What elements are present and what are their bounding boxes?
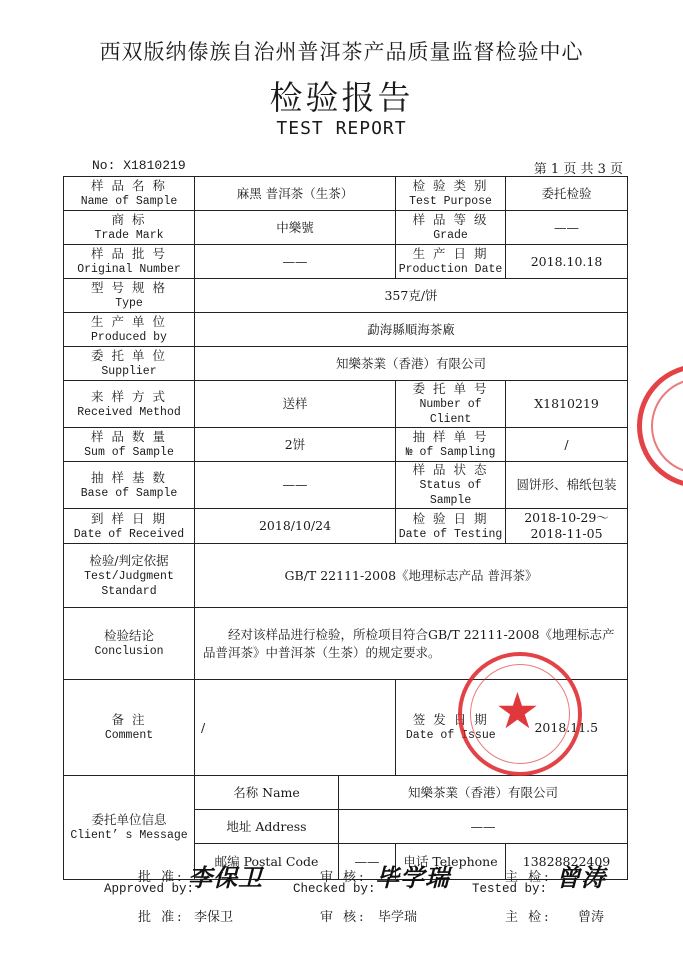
label-production-date: 生 产 日 期 Production Date [396,245,506,279]
row-base-of-sample [64,462,628,509]
page-indicator: 第 1 页 共 3 页 [533,162,623,177]
edge-seal-inner-ring [651,378,683,474]
report-subtitle: TEST REPORT [276,118,407,139]
label-client-address: 地址 Address [195,810,339,844]
label-sampling-no: 抽 样 单 号 № of Sampling [396,428,506,462]
row-original-number [64,245,628,279]
value-client-address: —— [339,810,628,844]
checked-signature: 毕学瑞 [375,863,450,892]
row-sample-name [64,177,628,211]
label-sum-of-sample: 样 品 数 量 Sum of Sample [64,428,195,462]
value-client-name: 知樂茶業（香港）有限公司 [339,776,628,810]
label-telephone: 电话 Telephone [396,844,506,880]
label-issue-date: 签 发 日 期 Date of Issue [396,680,506,776]
value-comment: / [195,680,396,776]
label-test-purpose: 检 验 类 别 Test Purpose [396,177,506,211]
label-postal-code: 邮编 Postal Code [195,844,339,880]
official-seal-icon [458,652,582,776]
row-sum-of-sample [64,428,628,462]
label-client-number: 委 托 单 号 Number of Client [396,381,506,428]
checked-label: 审 核: [320,870,367,885]
report-table [63,176,628,880]
label-type: 型 号 规 格 Type [64,279,195,313]
checked-name: 毕学瑞 [378,910,418,925]
label-date-testing: 检 验 日 期 Date of Testing [396,509,506,544]
tested-signature: 曾涛 [556,863,606,892]
value-grade: —— [506,211,628,245]
label-standard: 检验/判定依据 Test/Judgment Standard [64,544,195,608]
label-client-message: 委托单位信息 Client’ s Message [64,776,195,880]
label-sample-name: 样 品 名 称 Name of Sample [64,177,195,211]
label-supplier: 委 托 单 位 Supplier [64,347,195,381]
organization-name: 西双版纳傣族自治州普洱茶产品质量监督检验中心 [99,40,584,64]
value-telephone: 13828822409 [506,844,628,880]
value-sampling-no: / [506,428,628,462]
approved-label-en: Approved by: [104,882,195,896]
tested-label-en: Tested by: [472,882,548,896]
label-comment: 备 注 Comment [64,680,195,776]
row-received-method [64,381,628,428]
tested-name: 曾涛 [578,910,605,925]
row-standard [64,544,628,608]
value-type: 357克/饼 [195,279,628,313]
value-supplier: 知樂茶業（香港）有限公司 [195,347,628,381]
edge-seal-icon [637,364,683,488]
label-received-method: 来 样 方 式 Received Method [64,381,195,428]
label-trade-mark: 商 标 Trade Mark [64,211,195,245]
value-sum-of-sample: 2饼 [195,428,396,462]
tested-label-2: 主 检: [505,910,552,925]
report-title: 检验报告 [269,78,414,117]
value-sample-name: 麻黑 普洱茶（生茶） [195,177,396,211]
label-date-received: 到 样 日 期 Date of Received [64,509,195,544]
checked-label-en: Checked by: [293,882,376,896]
approved-label: 批 准: [138,870,185,885]
value-conclusion: 经对该样品进行检验，所检项目符合GB/T 22111-2008《地理标志产品普洱茶》中普洱茶（生茶）的规定要求。 [195,608,628,680]
value-received-method: 送样 [195,381,396,428]
row-supplier [64,347,628,381]
row-produced-by [64,313,628,347]
label-status: 样 品 状 态 Status of Sample [396,462,506,509]
value-base-of-sample: —— [195,462,396,509]
seal-star-icon: ★ [495,682,540,740]
value-date-received: 2018/10/24 [195,509,396,544]
label-conclusion: 检验结论 Conclusion [64,608,195,680]
report-number: No: X1810219 [92,158,186,173]
value-standard: GB/T 22111-2008《地理标志产品 普洱茶》 [195,544,628,608]
value-test-purpose: 委托检验 [506,177,628,211]
value-produced-by: 勐海縣順海茶廠 [195,313,628,347]
row-type [64,279,628,313]
approved-signature: 李保卫 [188,863,263,892]
label-produced-by: 生 产 单 位 Produced by [64,313,195,347]
value-production-date: 2018.10.18 [506,245,628,279]
tested-label: 主 检: [505,870,552,885]
approved-name: 李保卫 [194,910,234,925]
value-client-number: X1810219 [506,381,628,428]
label-client-name: 名称 Name [195,776,339,810]
row-client-name [64,776,628,810]
value-date-testing: 2018-10-29～2018-11-05 [506,509,628,544]
row-trade-mark [64,211,628,245]
value-postal-code: —— [339,844,396,880]
label-grade: 样 品 等 级 Grade [396,211,506,245]
checked-label-2: 审 核: [320,910,367,925]
row-date-received [64,509,628,544]
value-issue-date: 2018.11.5 [506,680,628,776]
value-original-number: —— [195,245,396,279]
value-trade-mark: 中樂號 [195,211,396,245]
label-original-number: 样 品 批 号 Original Number [64,245,195,279]
value-status: 圆饼形、棉纸包装 [506,462,628,509]
label-base-of-sample: 抽 样 基 数 Base of Sample [64,462,195,509]
approved-label-2: 批 准: [138,910,185,925]
